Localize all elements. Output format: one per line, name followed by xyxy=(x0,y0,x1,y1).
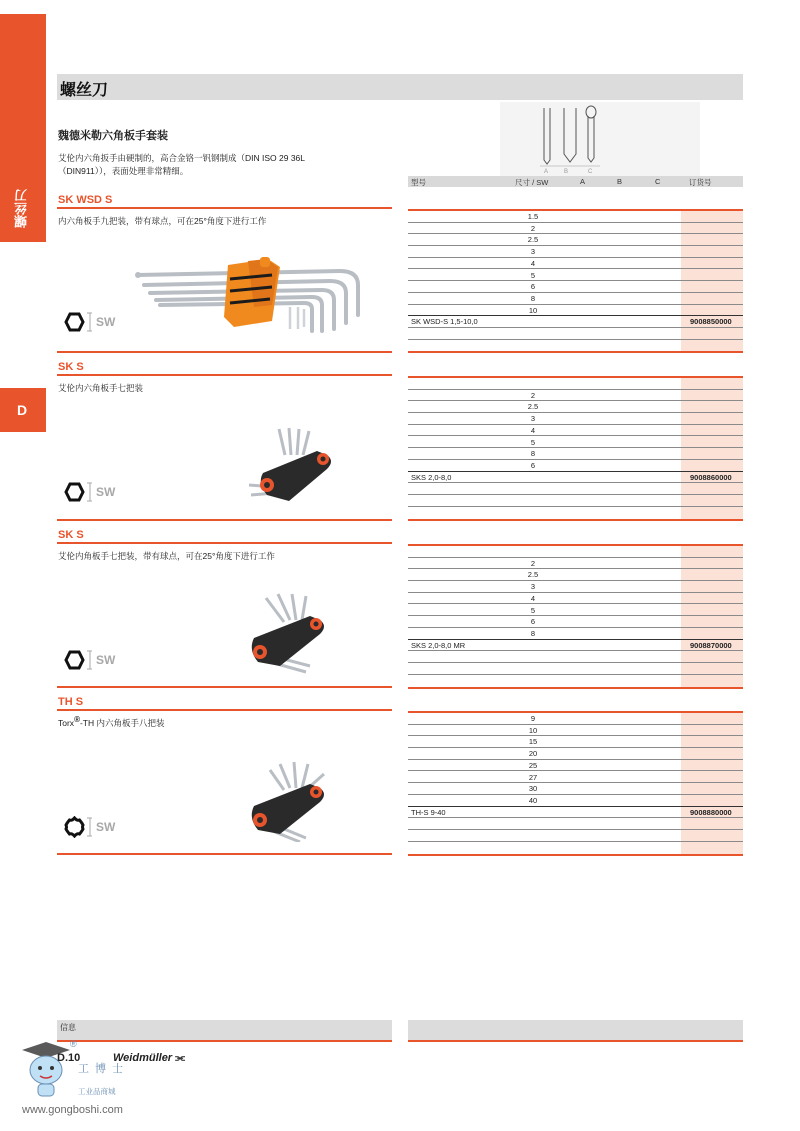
side-tab-category[interactable] xyxy=(0,14,46,242)
section-bottom-rule xyxy=(57,853,392,855)
diagram-label-b: B xyxy=(564,169,569,175)
hexagon-icon xyxy=(66,314,83,330)
section-rule xyxy=(57,207,392,209)
table-row: 15 xyxy=(408,736,743,748)
table-row: 6 xyxy=(408,281,743,293)
table-row: 20 xyxy=(408,748,743,760)
col-b: B xyxy=(617,177,623,186)
watermark-registered: ® xyxy=(70,1039,77,1049)
table-row: 6 xyxy=(408,460,743,472)
hex-key-set-image xyxy=(130,245,370,335)
hex-sw-symbol xyxy=(62,481,122,503)
section-desc: 艾伦内六角板手七把装 xyxy=(58,383,144,393)
table-row xyxy=(408,663,743,675)
torx-icon xyxy=(66,818,83,836)
section-bottom-rule xyxy=(57,351,392,353)
model-code: SK WSD-S 1,5-10,0 xyxy=(411,317,478,327)
table-row: 4 xyxy=(408,425,743,437)
order-number: 9008870000 xyxy=(690,640,732,650)
page-header xyxy=(57,74,743,100)
table-row xyxy=(408,495,743,507)
table-row xyxy=(408,830,743,842)
section-bottom-rule xyxy=(57,519,392,521)
col-size: 尺寸 / SW xyxy=(515,178,549,187)
table-row: 2 xyxy=(408,390,743,402)
registered-mark: ® xyxy=(74,715,80,724)
page-number: D.10 xyxy=(57,1052,81,1064)
footer-info-label: 信息 xyxy=(60,1023,76,1032)
section-rule xyxy=(57,542,392,544)
table-row xyxy=(408,340,743,352)
sw-label: SW xyxy=(96,485,116,499)
table-row-model xyxy=(408,316,743,328)
section-desc: 内六角板手九把装，带有球点，可在25°角度下进行工作 xyxy=(58,216,267,226)
section-title: SK S xyxy=(58,361,84,373)
section-rule xyxy=(57,374,392,376)
section-desc: 艾伦内角板手七把装，带有球点，可在25°角度下进行工作 xyxy=(58,551,275,561)
table-row: 2.5 xyxy=(408,569,743,581)
model-code: TH-S 9-40 xyxy=(411,807,446,817)
page-title: 螺丝刀 xyxy=(60,82,109,99)
watermark-url[interactable]: www.gongboshi.com xyxy=(22,1104,123,1116)
intro-body-line-2: （DIN911）），表面处理非常精细。 xyxy=(58,166,189,176)
order-number: 9008880000 xyxy=(690,807,732,817)
table-row: 30 xyxy=(408,783,743,795)
table-row: 27 xyxy=(408,772,743,784)
table-row: 2.5 xyxy=(408,401,743,413)
folding-hex-key-image xyxy=(245,425,345,505)
folding-torx-key-image xyxy=(240,760,340,842)
table-row: 5 xyxy=(408,437,743,449)
table-row: 2.5 xyxy=(408,234,743,246)
table-row xyxy=(408,651,743,663)
side-tab-letter[interactable] xyxy=(0,388,46,432)
sw-label: SW xyxy=(96,653,116,667)
col-c: C xyxy=(655,177,661,186)
table-row: 9 xyxy=(408,713,743,725)
table-row xyxy=(408,507,743,519)
sw-label: SW xyxy=(96,315,116,329)
table-row-model xyxy=(408,472,743,484)
footer-info-bar xyxy=(57,1020,392,1042)
intro-title: 魏德米勒六角板手套装 xyxy=(58,130,168,142)
table-row: 1.5 xyxy=(408,211,743,223)
order-number: 9008860000 xyxy=(690,472,732,482)
diagram-label-a: A xyxy=(544,169,549,175)
torx-sw-symbol xyxy=(62,816,122,838)
hexagon-icon xyxy=(66,484,83,500)
section-bottom-rule xyxy=(57,686,392,688)
table-row: 8 xyxy=(408,448,743,460)
hex-sw-symbol xyxy=(62,311,122,333)
col-order: 订货号 xyxy=(689,178,712,187)
table-row: 3 xyxy=(408,581,743,593)
order-number: 9008850000 xyxy=(690,317,732,327)
table-row xyxy=(408,842,743,854)
table-row: 2 xyxy=(408,558,743,570)
table-column-header xyxy=(408,176,743,187)
section-rule xyxy=(57,709,392,711)
side-tab-letter-text: D xyxy=(17,402,28,418)
intro-body-line-1: 艾伦内六角扳手由硬制的，高合金铬一钒钢制成（DIN ISO 29 36L xyxy=(58,153,306,163)
col-a: A xyxy=(580,177,586,186)
product-table xyxy=(408,544,743,689)
brand-mark-icon: ⫘ xyxy=(175,1052,186,1064)
model-code: SKS 2,0-8,0 MR xyxy=(411,640,466,650)
sw-label: SW xyxy=(96,820,116,834)
section-desc xyxy=(58,715,165,729)
table-row: 4 xyxy=(408,258,743,270)
product-table xyxy=(408,376,743,521)
section-desc-text: -TH 内六角板手八把装 xyxy=(79,717,165,728)
section-title: TH S xyxy=(58,696,84,708)
table-row: 4 xyxy=(408,593,743,605)
table-row: 5 xyxy=(408,605,743,617)
table-row: 40 xyxy=(408,795,743,807)
table-row: 2 xyxy=(408,223,743,235)
section-desc-prefix: Torx xyxy=(58,717,75,728)
table-row xyxy=(408,546,743,558)
table-row: 25 xyxy=(408,760,743,772)
hex-sw-symbol xyxy=(62,649,122,671)
table-row: 6 xyxy=(408,616,743,628)
table-row: 3 xyxy=(408,246,743,258)
product-table xyxy=(408,209,743,353)
mascot-logo xyxy=(18,1040,74,1102)
brand-name: Weidmüller xyxy=(113,1052,173,1064)
footer-info-bar-right xyxy=(408,1020,743,1042)
table-row-model xyxy=(408,807,743,819)
table-row-model xyxy=(408,640,743,652)
intro-body xyxy=(58,152,388,178)
col-model: 型号 xyxy=(411,178,426,187)
side-tab-label: 螺丝刀 xyxy=(14,189,29,228)
table-row: 5 xyxy=(408,270,743,282)
table-row xyxy=(408,675,743,687)
table-row: 8 xyxy=(408,628,743,640)
dimension-diagram xyxy=(500,102,700,177)
hexagon-icon xyxy=(66,652,83,668)
model-code: SKS 2,0-8,0 xyxy=(411,472,452,482)
watermark-title: 工博士 xyxy=(78,1063,129,1075)
folding-hex-key-image xyxy=(240,592,340,674)
table-row xyxy=(408,378,743,390)
product-table xyxy=(408,711,743,856)
section-title: SK S xyxy=(58,529,84,541)
watermark-subtitle: 工业品商城 xyxy=(78,1087,116,1096)
table-row: 10 xyxy=(408,725,743,737)
table-row xyxy=(408,818,743,830)
table-row: 8 xyxy=(408,293,743,305)
diagram-label-c: C xyxy=(588,169,593,175)
table-row: 10 xyxy=(408,305,743,317)
section-title: SK WSD S xyxy=(58,194,113,206)
table-row: 3 xyxy=(408,413,743,425)
table-row xyxy=(408,483,743,495)
table-row xyxy=(408,328,743,340)
